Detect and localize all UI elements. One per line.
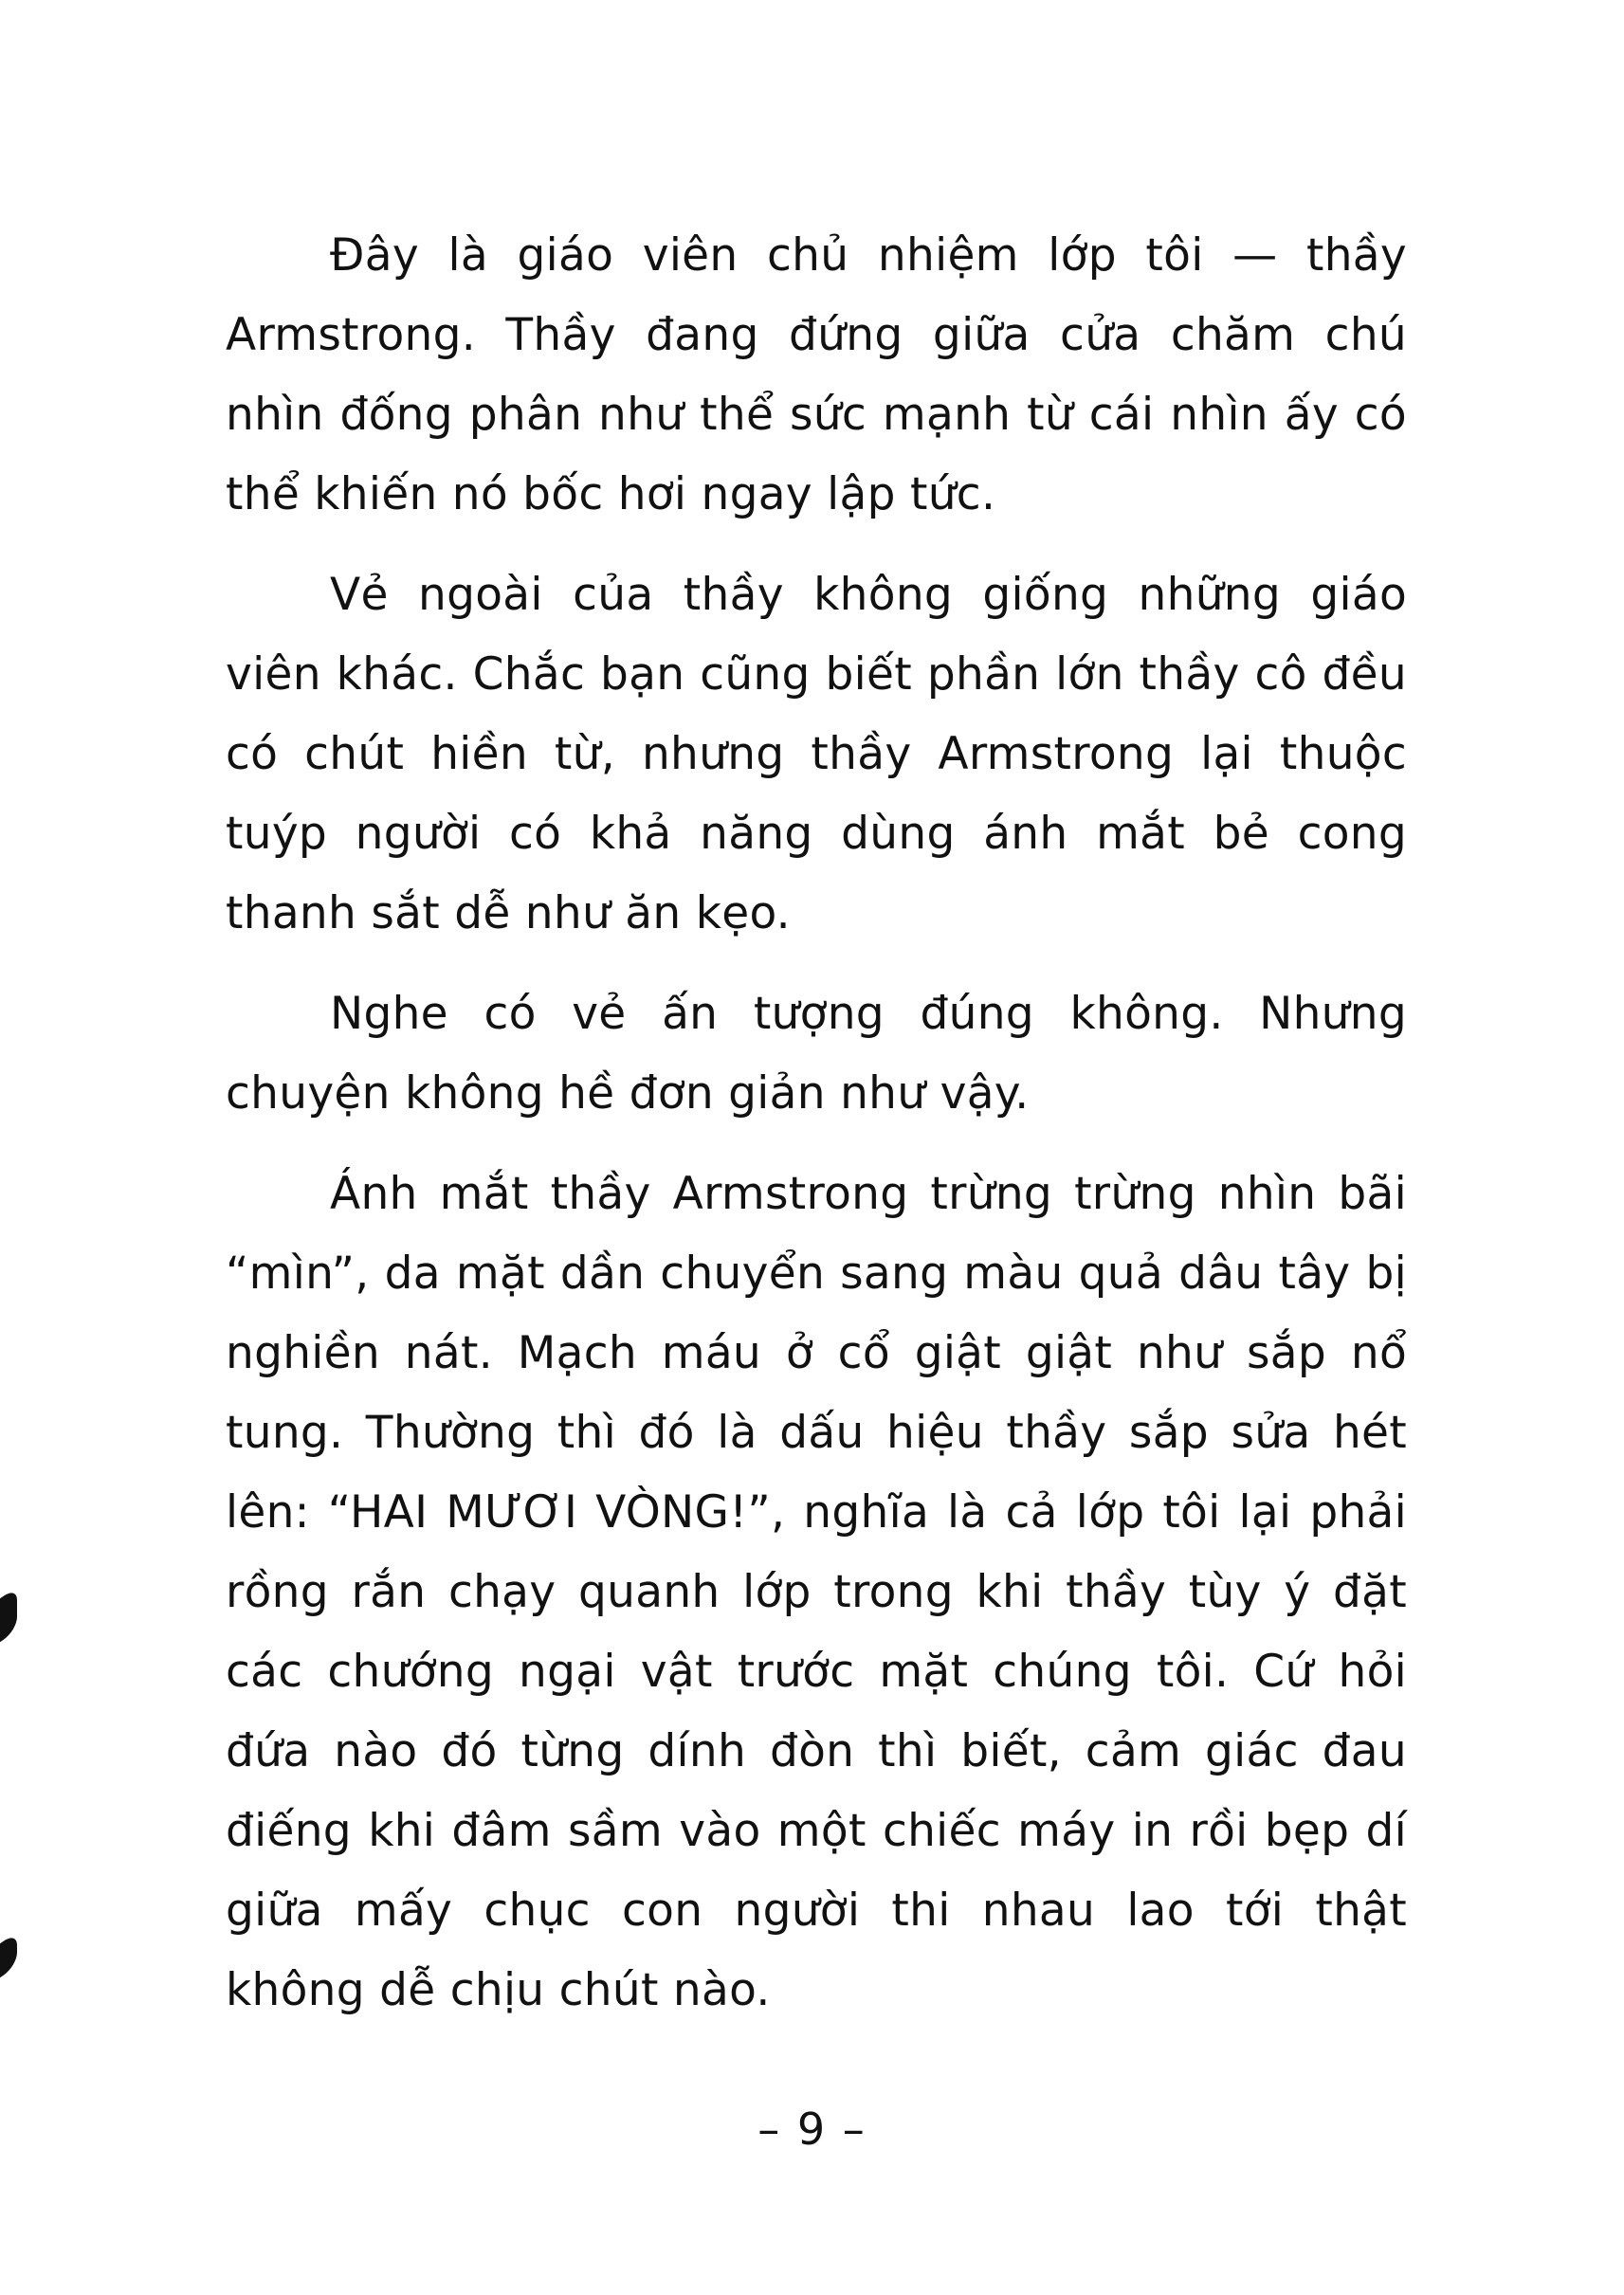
edge-ink-mark xyxy=(0,1587,17,1643)
paragraph-4: Ánh mắt thầy Armstrong trừng trừng nhìn bãi “mìn”, da mặt dần chuyển sang màu quả dâu tây bị nghiền nát. Mạch máu ở cổ giật giật như sắp nổ tung. Thường thì đó là dấu hiệu thầy sắp sửa hét lên: “HAI MƯƠI VÒNG!”, nghĩa là cả lớp tôi lại phải rồng rắn chạy quanh lớp trong khi thầy tùy ý đặt các chướng ngại vật trước mặt chúng tôi. Cứ hỏi đứa nào đó từng dính đòn thì biết, cảm giác đau điếng khi đâm sầm vào một chiếc máy in rồi bẹp dí giữa mấy chục con người thi nhau lao tới thật không dễ chịu chút nào. xyxy=(226,1168,1407,2016)
paragraph-1: Đây là giáo viên chủ nhiệm lớp tôi — thầy Armstrong. Thầy đang đứng giữa cửa chăm chú nhìn đống phân như thể sức mạnh từ cái nhìn ấy có thể khiến nó bốc hơi ngay lập tức. xyxy=(226,229,1407,520)
paragraph-3: Nghe có vẻ ấn tượng đúng không. Nhưng chuyện không hề đơn giản như vậy. xyxy=(226,988,1407,1120)
page-number: – 9 – xyxy=(757,2104,867,2155)
paragraph-2: Vẻ ngoài của thầy không giống những giáo viên khác. Chắc bạn cũng biết phần lớn thầy cô đều có chút hiền từ, nhưng thầy Armstrong lại thuộc tuýp người có khả năng dùng ánh mắt bẻ cong thanh sắt dễ như ăn kẹo. xyxy=(226,569,1407,939)
body-text xyxy=(226,216,1407,2051)
edge-ink-mark xyxy=(0,1932,17,1978)
